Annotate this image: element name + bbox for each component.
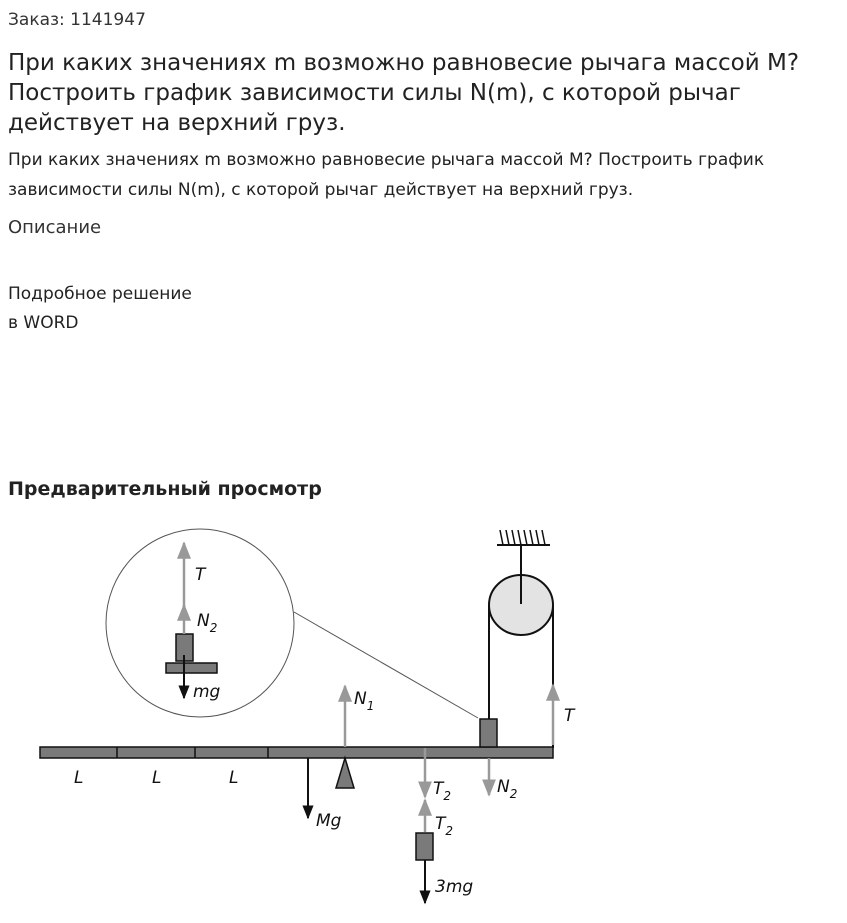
- solution-info: [8, 280, 192, 338]
- label-t2-bottom: $T_2$: [435, 814, 454, 838]
- label-normal-inset: $N_2$: [197, 611, 218, 635]
- label-length-1: L: [74, 768, 84, 788]
- ceiling-support: [497, 530, 550, 545]
- label-tension-inset: T: [195, 565, 206, 585]
- solution-line-2: в WORD: [8, 313, 79, 333]
- fulcrum: [336, 758, 354, 788]
- label-t2-top: $T_2$: [433, 779, 452, 803]
- description-label: Описание: [8, 217, 102, 238]
- label-n1: $N_1$: [354, 689, 375, 713]
- pulley: [489, 545, 553, 635]
- page-title: При каких значениях m возможно равновесие рычага массой M? Построить график зависимости силы N(m), с которой рычаг действует на верхний груз.: [8, 50, 800, 136]
- order-number: Заказ: 1141947: [8, 10, 146, 30]
- label-length-3: L: [229, 768, 239, 788]
- label-length-2: L: [152, 768, 162, 788]
- solution-line-1: Подробное решение: [8, 284, 192, 304]
- preview-heading: Предварительный просмотр: [8, 478, 322, 500]
- task-description: При каких значениях m возможно равновесие рычага массой M? Построить график зависимости силы N(m), с которой рычаг действует на верхний груз.: [8, 150, 765, 200]
- label-weight-inset: mg: [193, 682, 221, 702]
- physics-diagram: [0, 515, 847, 923]
- label-mg-lever: Mg: [316, 811, 342, 831]
- label-n2: $N_2$: [497, 777, 518, 801]
- lower-weight: [416, 833, 433, 860]
- label-t: T: [564, 706, 575, 726]
- label-3mg: 3mg: [435, 877, 474, 897]
- upper-weight: [480, 719, 497, 747]
- zoom-inset: [106, 529, 478, 718]
- lever: [40, 747, 553, 758]
